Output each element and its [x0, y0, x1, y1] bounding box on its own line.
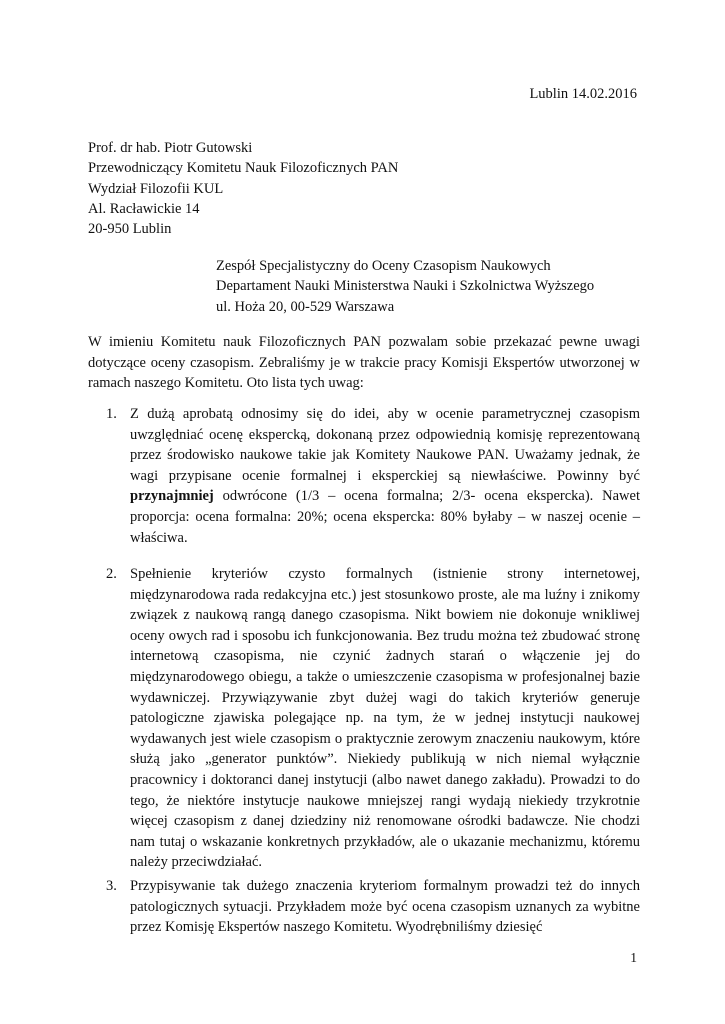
sender-faculty: Wydział Filozofii KUL: [88, 180, 224, 197]
list-item: [88, 876, 640, 938]
recipient-team: Zespół Specjalistyczny do Oceny Czasopism Naukowych: [216, 258, 551, 274]
sender-city: 20-950 Lublin: [88, 221, 172, 238]
item-text: [130, 404, 640, 548]
sender-position: Przewodniczący Komitetu Nauk Filozoficznych PAN: [88, 160, 399, 177]
emphasis-text: przynajmniej: [130, 488, 214, 505]
recipient-department: Departament Nauki Ministerstwa Nauki i Szkolnictwa Wyższego: [216, 278, 595, 295]
item-text-part: odwrócone (1/3 – ocena formalna; 2/3- ocena ekspercka). Nawet proporcja: ocena formalna: 20%; ocena ekspercka: 80% byłaby – w naszej ocenie – właściwa.: [130, 488, 640, 546]
item-text: Spełnienie kryteriów czysto formalnych (istnienie strony internetowej, międzynarodowa rada redakcyjna etc.) jest stosunkowo proste, ale ma luźny i znikomy związek z naukową rangą danego czasopisma. Nikt bowiem nie dokonuje wnikliwej oceny owych rad i sposobu ich funkcjonowania. Bez trudu można też zbudować stronę internetową czasopisma, nie czynić żadnych starań o włączenie jej do międzynarodowego obiegu, a także o umieszczenie czasopisma w profesjonalnej bazie wydawniczej. Przywiązywanie zbyt dużej wagi do takich kryteriów generuje patologiczne zjawiska polegające np. na tym, że w jednej instytucji naukowej wydawanych jest wiele czasopism o praktycznie zerowym znaczeniu naukowym, które służą jako „generator punktów”. Niekiedy publikują w nich niemal wyłącznie pracownicy i doktoranci danej instytucji (albo nawet danego zakładu). Prowadzi to do tego, że niektóre instytucje naukowe mniejszej rangi wydają niekiedy trzykrotnie więcej czasopism z danej dziedziny niż renomowane ośrodki badawcze. Nie chodzi nam tutaj o wskazanie konkretnych przykładów, ale o ukazanie mechanizmu, któremu należy przeciwdziałać.: [130, 566, 640, 871]
sender-name: Prof. dr hab. Piotr Gutowski: [88, 140, 253, 156]
letter-date: Lublin 14.02.2016: [529, 86, 637, 102]
item-number: 2.: [106, 566, 117, 582]
intro-paragraph: W imieniu Komitetu nauk Filozoficznych PAN pozwalam sobie przekazać pewne uwagi dotyczące oceny czasopism. Zebraliśmy je w trakcie pracy Komisji Ekspertów utworzonej w ramach naszego Komitetu. Oto lista tych uwag:: [88, 334, 640, 392]
item-text-part: Z dużą aprobatą odnosimy się do idei, aby w ocenie parametrycznej czasopism uwzględniać ocenę ekspercką, dokonaną przez odpowiednią komisję reprezentowaną przez środowisko naukowe takie jak Komitety Naukowe PAN. Uważamy jednak, że wagi przypisane ocenie formalnej i eksperckiej są niewłaściwe. Powinny być: [130, 406, 640, 484]
recipient-address: [216, 256, 594, 317]
list-item: [88, 404, 640, 548]
page-number: 1: [630, 950, 637, 965]
item-number: 1.: [106, 406, 117, 422]
sender-address: [88, 138, 398, 239]
item-text: Przypisywanie tak dużego znaczenia kryteriom formalnym prowadzi też do innych patologicznych sytuacji. Przykładem może być ocena czasopism uznanych za wybitne przez Komisję Ekspertów naszego Komitetu. Wyodrębniliśmy dziesięć: [130, 878, 640, 936]
recipient-street: ul. Hoża 20, 00-529 Warszawa: [216, 298, 395, 315]
sender-street: Al. Racławickie 14: [88, 200, 200, 217]
item-number: 3.: [106, 878, 117, 894]
list-item: [88, 564, 640, 873]
